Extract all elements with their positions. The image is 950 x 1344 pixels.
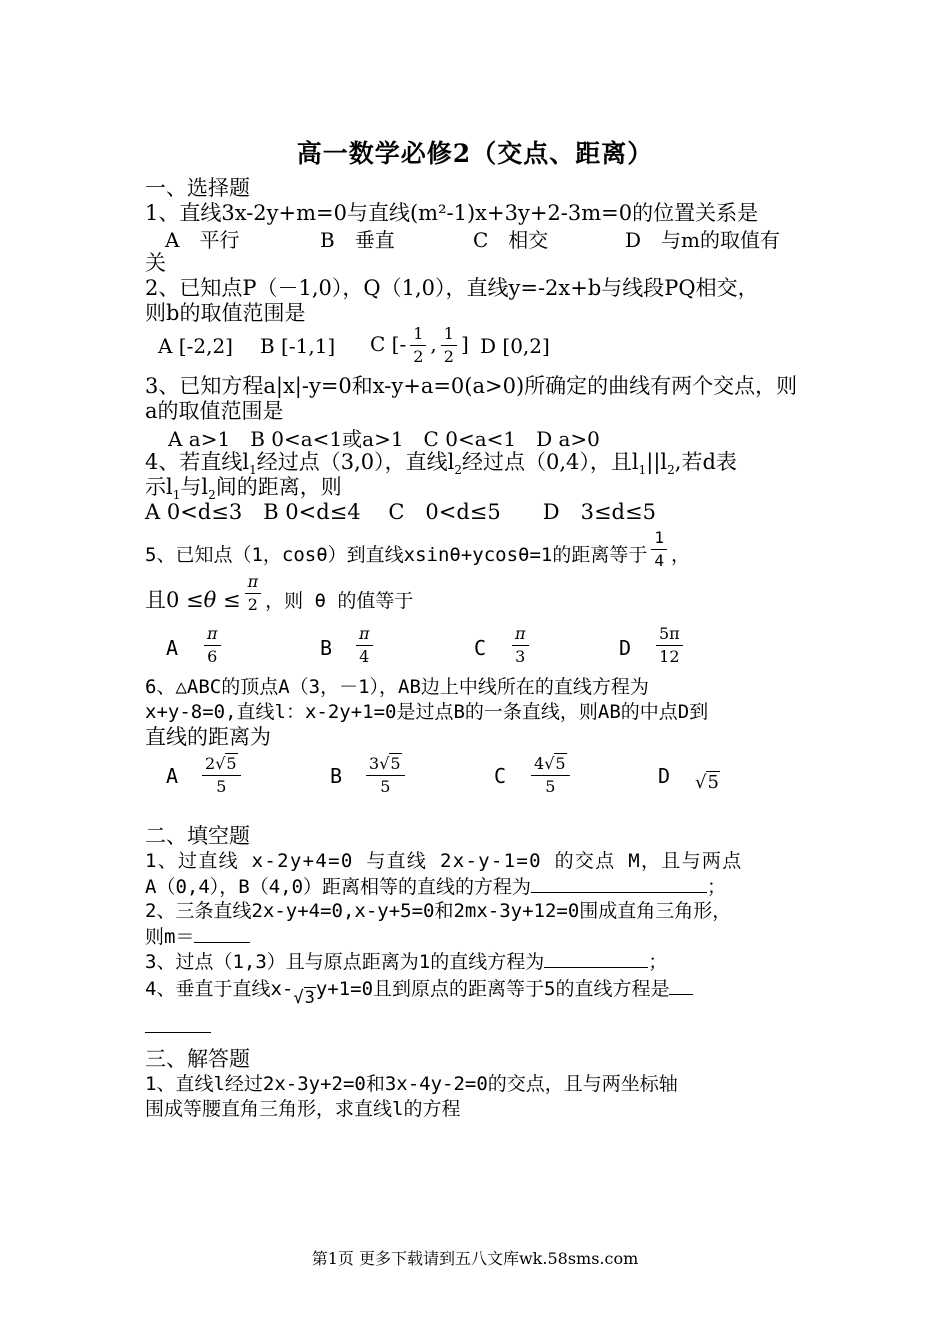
q1-4-stem-2: 示$l_1$与$l_2$间的距离，则 [145, 475, 342, 503]
q1-2-option-b: B [-1,1] [260, 334, 336, 358]
q1-6-option-a-value: $\frac{2√5}{5}$ [198, 756, 245, 795]
q1-3-options: A a>1 B 0<a<1或a>1 C 0<a<1 D a>0 [168, 427, 600, 451]
q2-2-answer-blank[interactable] [194, 922, 250, 943]
q2-4-answer-blank[interactable] [669, 974, 693, 995]
q1-3-stem-2: a的取值范围是 [145, 399, 284, 423]
q1-3-stem: 3、已知方程a|x|-y=0和x-y+a=0(a>0)所确定的曲线有两个交点，则 [145, 374, 798, 398]
q1-1-option-a: A 平行 [165, 228, 240, 252]
q1-1-option-b: B 垂直 [320, 228, 395, 252]
q2-2-stem: 2、三条直线2x-y+4=0,x-y+5=0和2mx-3y+12=0围成直角三角形， [145, 900, 732, 922]
q1-6-option-d: D [658, 764, 671, 788]
q1-2-stem-2: 则b的取值范围是 [145, 301, 306, 325]
q1-2-stem: 2、已知点P（－1,0），Q（1,0），直线y=-2x+b与线段PQ相交， [145, 276, 759, 300]
q1-5-option-b-value: $\frac{\pi}{4}$ [352, 626, 377, 665]
q1-6-stem-3: 直线的距离为 [145, 725, 271, 749]
q1-1-wrap: 关 [145, 251, 166, 275]
q1-2-option-a: A [-2,2] [158, 334, 233, 358]
q1-5-option-a-value: $\frac{\pi}{6}$ [200, 626, 225, 665]
q1-2-option-c: C [- $\frac{1}{2}$ , $\frac{1}{2}$ ] [370, 324, 469, 366]
q1-5-option-a: A [166, 636, 179, 660]
q1-5-option-b: B [320, 636, 333, 660]
q1-5-option-d-value: $\frac{5\pi}{12}$ [652, 626, 687, 665]
q2-1-answer-blank[interactable] [531, 872, 707, 893]
page-title: 高一数学必修2（交点、距离） [296, 139, 654, 168]
q2-4-answer-blank-continued[interactable] [145, 1012, 211, 1033]
section3-heading: 三、解答题 [145, 1047, 250, 1071]
q2-4-stem: 4、垂直于直线x-√3y+1=0且到原点的距离等于5的直线方程是 [145, 974, 693, 1004]
q2-3-answer-blank[interactable] [544, 947, 648, 968]
q1-6-option-c: C [494, 764, 507, 788]
q1-6-stem-2: x+y-8=0,直线l：x-2y+1=0是过点B的一条直线，则AB的中点D到 [145, 701, 709, 723]
q2-1-stem-2: A（0,4），B（4,0）距离相等的直线的方程为 ； [145, 872, 726, 901]
q2-1-stem: 1、过直线 x-2y+4=0 与直线 2x-y-1=0 的交点 M，且与两点 [145, 850, 743, 872]
section2-heading: 二、填空题 [145, 824, 250, 848]
q1-6-option-d-value: √5 [695, 772, 719, 793]
section1-heading: 一、选择题 [145, 176, 250, 200]
q1-1-option-c: C 相交 [473, 228, 549, 252]
q1-5-option-c: C [474, 636, 487, 660]
q1-5-stem-2: 且0 ≤θ ≤ $\frac{\pi}{2}$ ，则 θ 的值等于 [145, 572, 414, 614]
q1-6-option-b: B [330, 764, 343, 788]
q2-3-stem: 3、过点（1,3）且与原点距离为1的直线方程为 ； [145, 947, 667, 976]
q1-2-option-d: D [0,2] [480, 334, 550, 358]
q1-6-option-a: A [166, 764, 179, 788]
q3-1-stem-2: 围成等腰直角三角形，求直线l的方程 [145, 1098, 461, 1120]
q1-1-option-d: D 与m的取值有 [625, 228, 780, 252]
q1-4-stem: 4、若直线$l_1$经过点（3,0），直线$l_2$经过点（0,4），且$l_1||l_2$,若d表 [145, 450, 737, 478]
page-footer: 第1页 更多下载请到五八文库wk.58sms.com [311, 1249, 639, 1268]
q3-1-stem: 1、直线l经过2x-3y+2=0和3x-4y-2=0的交点，且与两坐标轴 [145, 1073, 678, 1095]
q1-1-stem: 1、直线3x-2y+m=0与直线(m²-1)x+3y+2-3m=0的位置关系是 [145, 201, 759, 225]
q2-2-stem-2: 则m＝ [145, 922, 250, 951]
q1-5-option-c-value: $\frac{\pi}{3}$ [508, 626, 533, 665]
q1-6-option-c-value: $\frac{4√5}{5}$ [527, 756, 574, 795]
q1-6-option-b-value: $\frac{3√5}{5}$ [362, 756, 409, 795]
q1-5-option-d: D [619, 636, 632, 660]
q1-5-stem: 5、已知点（1，cosθ）到直线xsinθ+ycosθ=1的距离等于 $\frac{1}{4}$ ， [145, 528, 690, 570]
q1-6-stem: 6、△ABC的顶点A（3，－1），AB边上中线所在的直线方程为 [145, 676, 649, 698]
q1-4-options: A 0<d≤3 B 0<d≤4 C 0<d≤5 D 3≤d≤5 [145, 500, 656, 524]
